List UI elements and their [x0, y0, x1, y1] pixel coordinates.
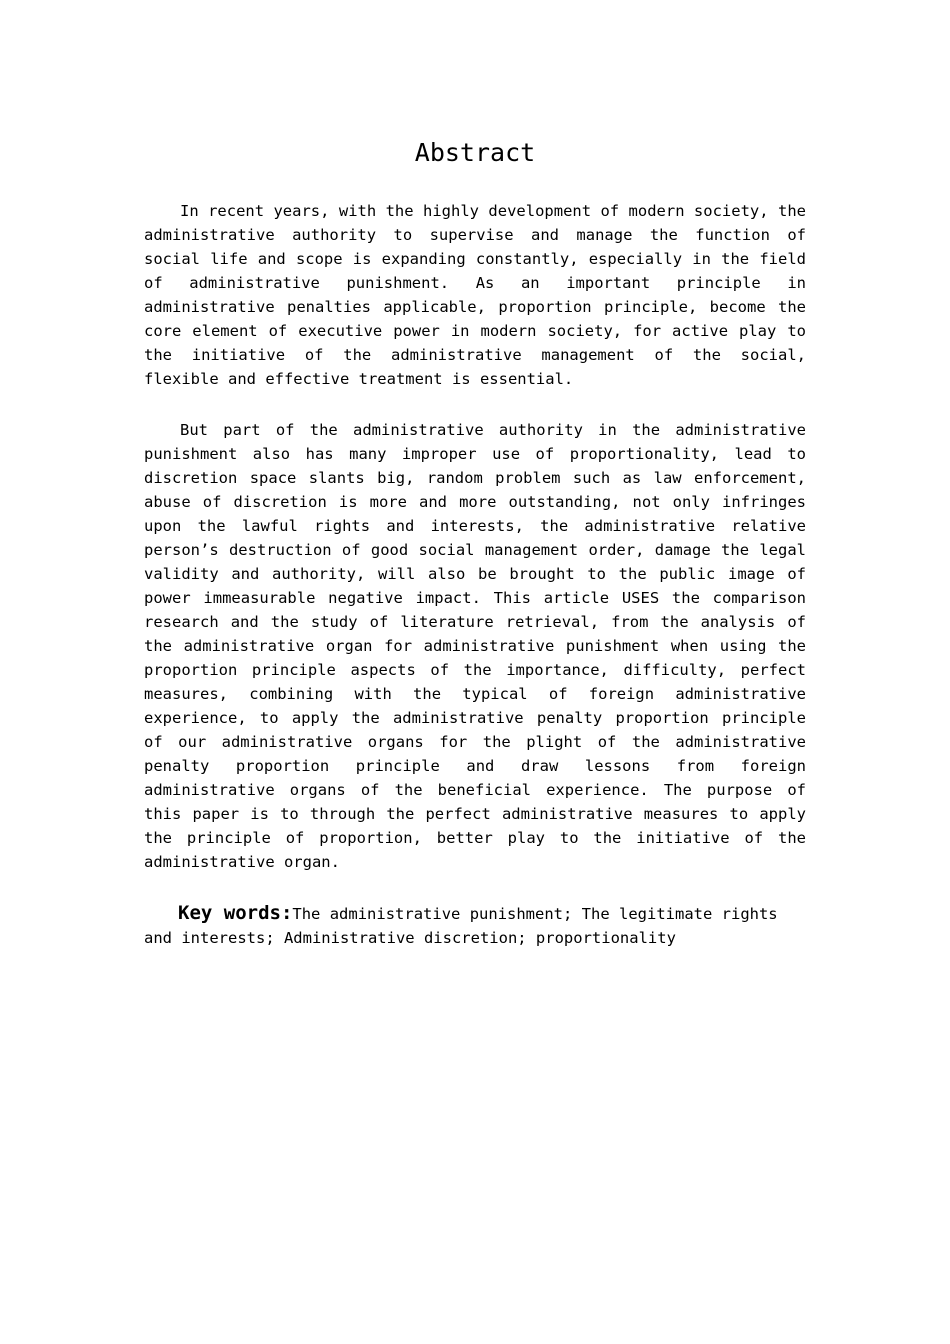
abstract-paragraph-1: In recent years, with the highly development of modern society, the administrative authority to supervise and manage the function of social life and scope is expanding constantly, especially in the field of administrative punishment. As an important principle in administrative penalties applicable, proportion principle, become the core element of executive power in modern society, for active play to the initiative of the administrative management of the social, flexible and effective treatment is essential.	[144, 202, 806, 388]
abstract-paragraph-2: But part of the administrative authority in the administrative punishment also has many improper use of proportionality, lead to discretion space slants big, random problem such as law enforcement, abuse of discretion is more and more outstanding, not only infringes upon the lawful rights and interests, the administrative relative person’s destruction of good social management order, damage the legal validity and authority, will also be brought to the public image of power immeasurable negative impact. This article USES the comparison research and the study of literature retrieval, from the analysis of the administrative organ for administrative punishment when using the proportion principle aspects of the importance, difficulty, perfect measures, combining with the typical of foreign administrative experience, to apply the administrative penalty proportion principle of our administrative organs for the plight of the administrative penalty proportion principle and draw lessons from foreign administrative organs of the beneficial experience. The purpose of this paper is to through the perfect administrative measures to apply the principle of proportion, better play to the initiative of the administrative organ.	[144, 421, 806, 871]
abstract-title: Abstract	[414, 138, 536, 167]
keywords-label: Key words:	[178, 902, 293, 924]
keywords-line	[144, 901, 806, 950]
keywords-text: The administrative punishment; The legitimate rights and interests; Administrative discretion; proportionality	[144, 905, 778, 947]
